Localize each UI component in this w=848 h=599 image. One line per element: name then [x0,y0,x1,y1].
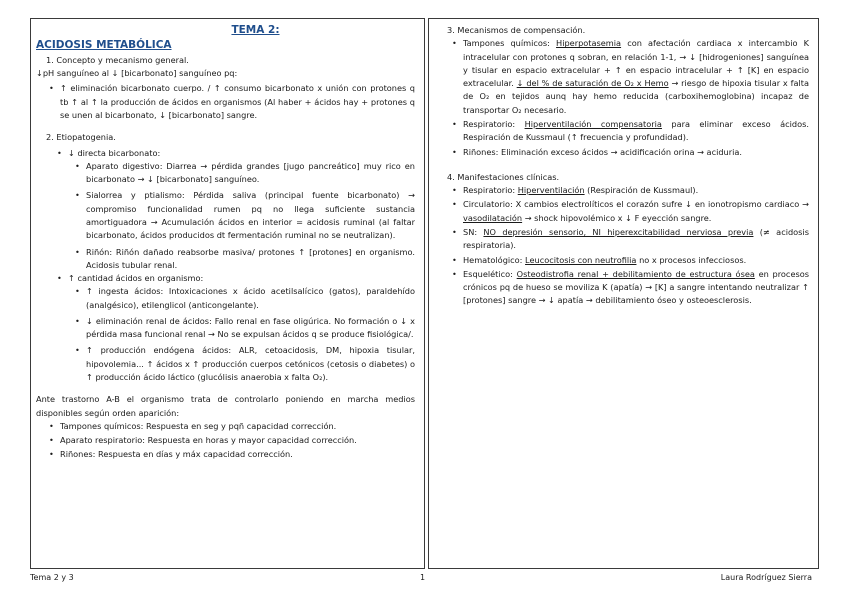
item-underlined: Hiperventilación compensatoria [524,118,662,129]
summary-paragraph: Ante trastorno A-B el organismo trata de controlarlo poniendo en marcha medios disponibles según orden aparición: [36,394,415,418]
list-item: • Tampones químicos: Respuesta en seg y pqñ capacidad corrección. [60,420,415,433]
list-item: • ↑ ingesta ácidos: Intoxicaciones x ácido acetilsalícico (gatos), paraldehído (analgésico), etilenglicol (anticongelante). [86,285,415,312]
section-4-list [463,184,809,308]
item-label: SN: [463,226,484,237]
item-text: en procesos crónicos pq de hueso se moviliza K (apatía) → [K] a sangre intentando neutralizar ↑ [protones] sangre → ↓ apatía → debilitamiento óseo y osteoesclerosis. [463,268,810,306]
document-title: TEMA 2: [231,24,280,36]
topic-subtitle: ACIDOSIS METABÓLICA [36,38,172,51]
item-text: (Respiración de Kussmaul). [584,185,699,196]
list-item: • Riñones: Respuesta en días y máx capacidad corrección. [60,448,415,461]
section-2-a [68,147,415,160]
item-text: para eliminar exceso ácidos. Respiración de Kussmaul (↑ frecuencia y profundidad). [463,118,809,143]
section-2-a-label: ↓ directa bicarbonato: [68,147,161,158]
item-text: no x procesos infecciosos. [636,254,747,265]
left-column [30,18,425,569]
section-4-heading: 4. Manifestaciones clínicas. [447,171,560,182]
response-list [60,420,415,462]
item-label: Circulatorio: X cambios electrolíticos el corazón sufre ↓ en ionotropismo cardiaco → [463,199,809,210]
item-underlined: ↓ del % de saturación de O₂ x Hemo [516,78,669,89]
item-text: → shock hipovolémico x ↓ F eyección sangre. [522,212,712,223]
list-item: • Riñones: Eliminación exceso ácidos → acidificación orina → aciduria. [463,146,809,159]
list-item: • ↓ eliminación renal de ácidos: Fallo renal en fase oligúrica. No formación o ↓ x pérdida masa funcional renal → No se expulsan ácidos q se produce fisiológica/. [86,315,415,342]
list-item [463,226,809,253]
item-underlined: Leucocitosis con neutrofilia [525,254,637,265]
section-1-heading: 1. Concepto y mecanismo general. [46,54,189,65]
section-1-intro: ↓pH sanguíneo al ↓ [bicarbonato] sanguíneo pq: [36,68,238,79]
item-label: Respiratorio: [463,185,518,196]
section-2-list-b [68,272,415,285]
list-item: • Riñón: Riñón dañado reabsorbe masiva/ protones ↑ [protones] en organismo. Acidosis tubular renal. [86,246,415,273]
item-underlined: vasodilatación [463,212,523,223]
footer-page-number: 1 [420,573,426,582]
list-item: • Aparato respiratorio: Respuesta en horas y mayor capacidad corrección. [60,434,415,447]
right-column [428,18,819,569]
section-3-heading: 3. Mecanismos de compensación. [447,25,586,35]
item-text: → riesgo de hipoxia tisular x falta de O₂ en tejidos aunq hay hemo reducida (carboxihemoglobina) incapaz de transportar O₂ necesario. [463,78,809,115]
item-underlined: NO depresión sensorio, NI hiperexcitabilidad nerviosa previa [483,226,754,237]
item-label: Esquelético: [463,268,517,279]
list-item [463,254,809,267]
section-3-list [463,37,809,159]
section-1-list [60,82,415,122]
item-label: Hematológico: [463,254,526,265]
list-item: • ↑ producción endógena ácidos: ALR, cetoacidosis, DM, hipoxia tisular, hipovolemia... ↑ ácidos x ↑ producción cuerpos cetónicos (cetosis o diabetes) o ↑ producción ácido láctico (glucólisis anaerobia x falta O₂). [86,344,415,384]
item-label: Respiratorio: [463,118,525,129]
item-label: Tampones químicos: [463,38,557,49]
item-text: (≠ acidosis respiratoria). [463,226,809,251]
list-item [463,184,809,197]
list-item [463,37,809,117]
footer-author: Laura Rodríguez Sierra [720,573,812,582]
item-underlined: Osteodistrofia renal + debilitamiento de estructura ósea [516,268,755,279]
item-underlined: Hiperventilación [517,185,585,196]
footer-left: Tema 2 y 3 [30,573,74,582]
section-2-b-label: ↑ cantidad ácidos en organismo: [68,273,204,284]
item-underlined: Hiperpotasemia [556,38,622,49]
section-1-bullet: • ↑ eliminación bicarbonato cuerpo. / ↑ consumo bicarbonato x unión con protones q tb ↑ al ↑ la producción de ácidos en organismos (Al haber + ácidos hay + protones q se unen al bicarbonato, ↓ [bicarbonato] sangre. [60,82,415,122]
section-2-list [68,147,415,160]
section-2-a-sublist [86,160,415,272]
list-item [463,268,809,308]
section-2-b-sublist [86,285,415,384]
list-item: • Sialorrea y ptialismo: Pérdida saliva (principal fuente bicarbonato) → compromiso funcionalidad rumen pq no llega suficiente sustancia amortiguadora → Acumulación ácidos en interior = acidosis ruminal (al faltar bicarbonato, ácidos producidos dt fermentación ruminal no se neutralizan). [86,189,415,242]
list-item [463,198,809,225]
list-item: • Aparato digestivo: Diarrea → pérdida grandes [jugo pancreático] muy rico en bicarbonato → ↓ [bicarbonato] sanguíneo. [86,160,415,187]
item-text: con afectación cardiaca x intercambio K intracelular con protones q sobran, en relación 1-1, → ↓ [hidrogeniones] sanguínea y tisular en espacio extracelular + ↑ en espacio intracelular + ↑ [K] en espacio extracelular. [463,38,809,89]
section-2-heading: 2. Etiopatogenia. [46,132,116,143]
list-item [463,118,809,145]
section-2-b [68,272,415,285]
